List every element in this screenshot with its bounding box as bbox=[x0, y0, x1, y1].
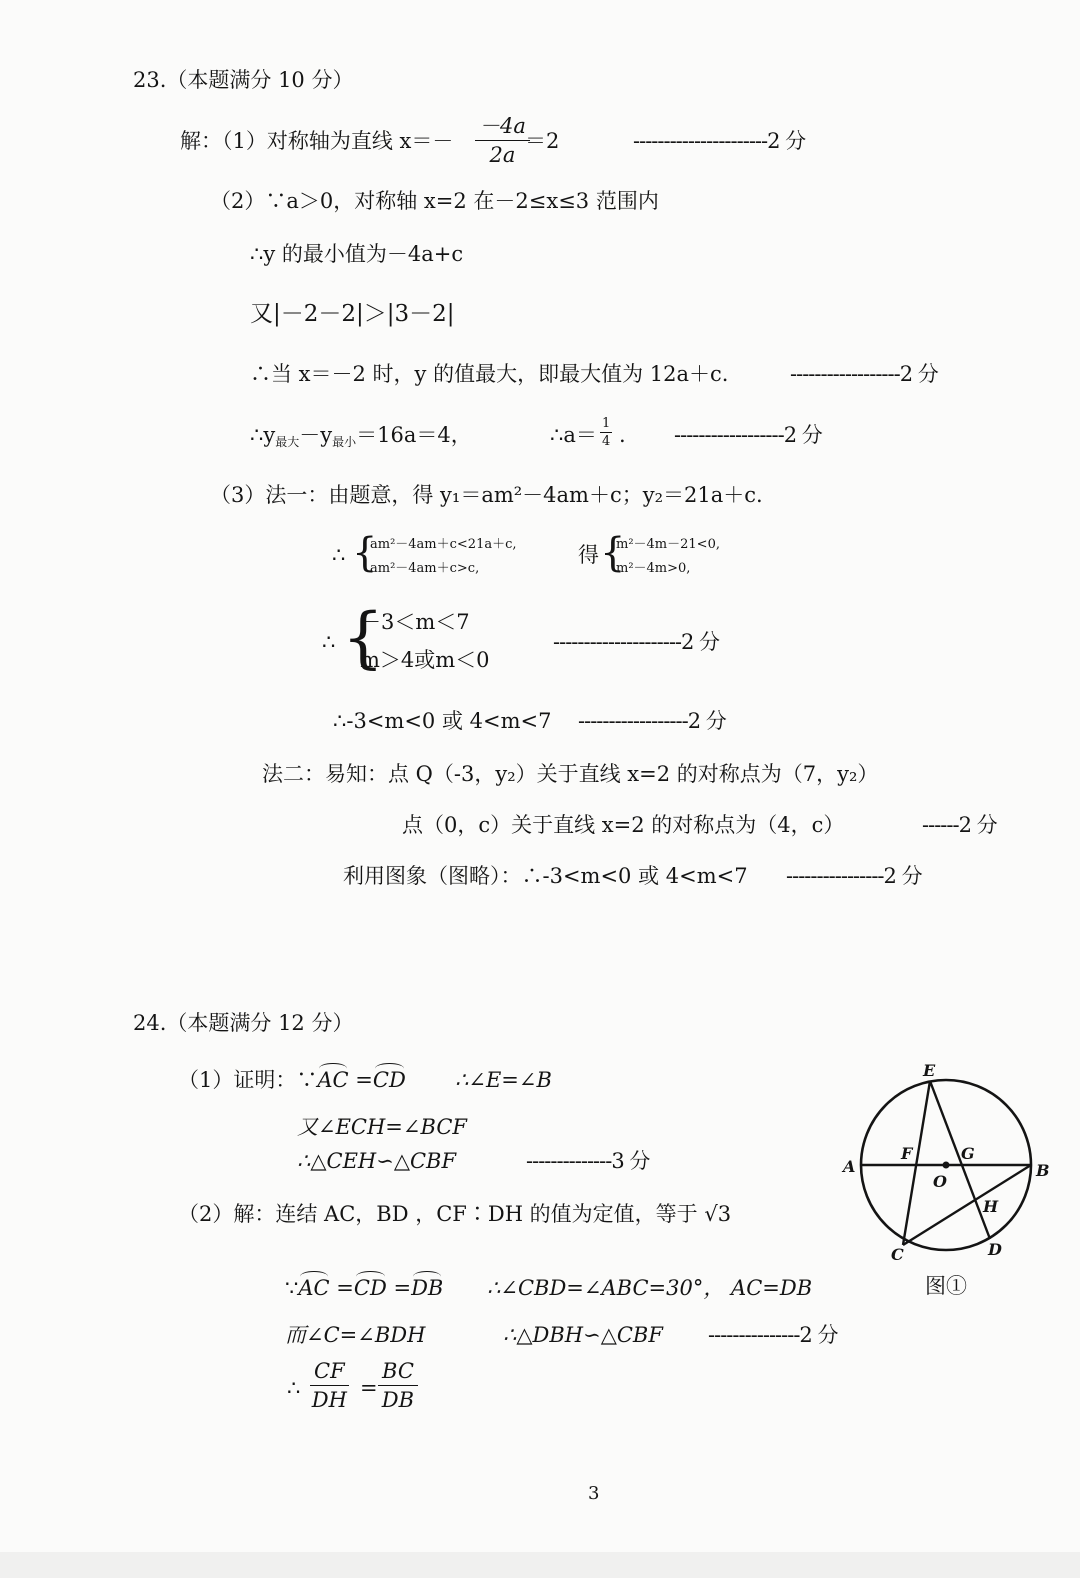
q24-p2-arc-ac: AC bbox=[298, 1276, 330, 1300]
q23-a-denominator: 4 bbox=[602, 434, 611, 449]
q24-p1-line2: 又∠ECH=∠BCF bbox=[297, 1115, 467, 1139]
q24-frac1-den: DH bbox=[311, 1388, 347, 1412]
q23-sys2-row1: m²－4m－21<0, bbox=[616, 537, 720, 552]
q23-s2-line5-score: ------------------2 分 bbox=[674, 423, 822, 447]
q23-s1-suffix: ＝2 bbox=[525, 129, 560, 153]
q24-p1-equals: = bbox=[348, 1068, 373, 1092]
q23-sys1-row1: am²－4am＋c<21a＋c, bbox=[370, 537, 517, 552]
figure-caption: 图① bbox=[925, 1274, 967, 1298]
q24-p2-line3-a: 而∠C=∠BDH bbox=[285, 1323, 426, 1347]
center-point bbox=[943, 1162, 950, 1169]
q24-fraction-bc-db bbox=[378, 1361, 418, 1411]
label-c: C bbox=[891, 1245, 904, 1264]
q24-p1-line3-score: --------------3 分 bbox=[526, 1149, 650, 1173]
q23-title: 23.（本题满分 10 分） bbox=[133, 68, 354, 92]
q23-s2-line4: ∴当 x＝－2 时，y 的值最大，即最大值为 12a＋c. bbox=[250, 362, 729, 386]
q23-s1-denominator: 2a bbox=[489, 143, 516, 167]
q23-a-period: . bbox=[619, 423, 626, 447]
q24-frac1-num: CF bbox=[310, 1361, 349, 1386]
q24-p2-line2 bbox=[285, 1278, 443, 1299]
q24-p2-therefore: ∴ bbox=[287, 1376, 301, 1400]
q23-s2-line4-score: ------------------2 分 bbox=[790, 362, 938, 386]
chord-ec bbox=[903, 1081, 930, 1245]
q23-s1-fraction bbox=[475, 116, 530, 166]
q23-sys3-row2: m＞4或m＜0 bbox=[360, 648, 490, 672]
q23-method2-line1: 法二：易知：点 Q（-3，y₂）关于直线 x=2 的对称点为（7，y₂） bbox=[262, 762, 879, 786]
q24-title: 24.（本题满分 12 分） bbox=[133, 1011, 354, 1035]
q23-s2-line2: ∴y 的最小值为－4a+c bbox=[250, 242, 464, 266]
q24-p2-line3-b: ∴△DBH∽△CBF bbox=[503, 1323, 663, 1347]
page-number: 3 bbox=[588, 1483, 600, 1504]
q24-arc-ac: AC bbox=[317, 1068, 349, 1092]
label-g: G bbox=[961, 1144, 975, 1163]
q24-fraction-cf-dh bbox=[310, 1361, 349, 1411]
q23-s1-prefix: 解：（1）对称轴为直线 x＝－ bbox=[180, 129, 454, 153]
q24-p1-line3: ∴△CEH∽△CBF bbox=[297, 1149, 457, 1173]
q23-min-sub: 最小 bbox=[332, 435, 357, 449]
q24-arc-cd: CD bbox=[372, 1068, 406, 1092]
q24-frac-equals: = bbox=[360, 1376, 378, 1400]
q23-method2-line3-score: ----------------2 分 bbox=[786, 864, 922, 888]
q23-sys3-brace: { bbox=[342, 599, 384, 676]
q24-p1-conclusion: ∴∠E=∠B bbox=[455, 1068, 552, 1092]
label-b: B bbox=[1036, 1161, 1050, 1180]
q23-a-value: ∴a＝ bbox=[550, 423, 597, 447]
geometry-figure bbox=[835, 1055, 1060, 1305]
q23-s2-line1: （2）∵a＞0，对称轴 x=2 在－2≤x≤3 范围内 bbox=[210, 189, 659, 213]
q24-because: ∵ bbox=[285, 1276, 299, 1300]
q23-a-fraction bbox=[600, 417, 612, 448]
q23-method2-line3: 利用图象（图略）：∴-3<m<0 或 4<m<7 bbox=[343, 864, 748, 888]
q23-y-minus: －y bbox=[299, 423, 333, 447]
q23-sys3-score: ---------------------2 分 bbox=[553, 630, 720, 654]
q24-p2-line2-conclusion: ∴∠CBD=∠ABC=30°， AC=DB bbox=[487, 1276, 813, 1300]
label-a: A bbox=[843, 1157, 856, 1176]
q23-equation: ＝16a＝4， bbox=[356, 423, 472, 447]
label-h: H bbox=[983, 1197, 999, 1216]
q24-p2-line3-score: ---------------2 分 bbox=[708, 1323, 838, 1347]
q24-p2-line1: （2）解：连结 AC，BD ，CF∶DH 的值为定值，等于 √3 bbox=[178, 1202, 732, 1226]
q23-s1-score: ----------------------2 分 bbox=[633, 129, 806, 153]
q23-s3-line1: （3）法一：由题意，得 y₁＝am²－4am＋c；y₂＝21a＋c. bbox=[210, 483, 763, 507]
label-f: F bbox=[901, 1144, 913, 1163]
q23-s3-result-score: ------------------2 分 bbox=[578, 709, 726, 733]
q23-s1-numerator: －4a bbox=[475, 116, 530, 141]
label-o: O bbox=[933, 1172, 947, 1191]
q23-sys3-therefore: ∴ bbox=[322, 630, 336, 654]
q23-method2-line2-score: ------2 分 bbox=[922, 813, 997, 837]
q23-sys3-row1: －3＜m＜7 bbox=[360, 610, 470, 634]
q23-a-numerator: 1 bbox=[602, 416, 611, 431]
bottom-strip bbox=[0, 1552, 1080, 1578]
q23-s2-line3: 又|－2－2|＞|3－2| bbox=[250, 301, 455, 327]
q24-p2-arc-cd: CD bbox=[353, 1276, 387, 1300]
chord-ed bbox=[930, 1081, 990, 1239]
q23-s2-line5 bbox=[250, 425, 472, 448]
q24-frac2-den: DB bbox=[381, 1388, 415, 1412]
label-e: E bbox=[923, 1061, 936, 1080]
q23-s3-result: ∴-3<m<0 或 4<m<7 bbox=[333, 709, 552, 733]
q24-p2-arc-db: DB bbox=[411, 1276, 444, 1300]
q24-frac2-num: BC bbox=[378, 1361, 418, 1386]
q24-p2-eq2: = bbox=[386, 1276, 412, 1300]
q23-sys2-brace: { bbox=[600, 530, 626, 576]
q23-sys2-row2: m²－4m>0, bbox=[616, 561, 691, 576]
q24-p2-eq1: = bbox=[329, 1276, 354, 1300]
q24-p1-prefix: （1）证明：∵ bbox=[178, 1068, 318, 1092]
q23-sys1-get: 得 bbox=[578, 543, 599, 567]
q23-sys1-therefore: ∴ bbox=[332, 543, 346, 567]
q23-max-sub: 最大 bbox=[275, 435, 300, 449]
q23-method2-line2: 点（0，c）关于直线 x=2 的对称点为（4，c） bbox=[402, 813, 845, 837]
label-d: D bbox=[988, 1240, 1002, 1259]
q23-y-symbol: ∴y bbox=[250, 423, 276, 447]
q24-p1-line1 bbox=[178, 1070, 406, 1091]
q23-sys1-brace: { bbox=[352, 530, 378, 576]
q23-sys1-row2: am²－4am＋c>c, bbox=[370, 561, 480, 576]
